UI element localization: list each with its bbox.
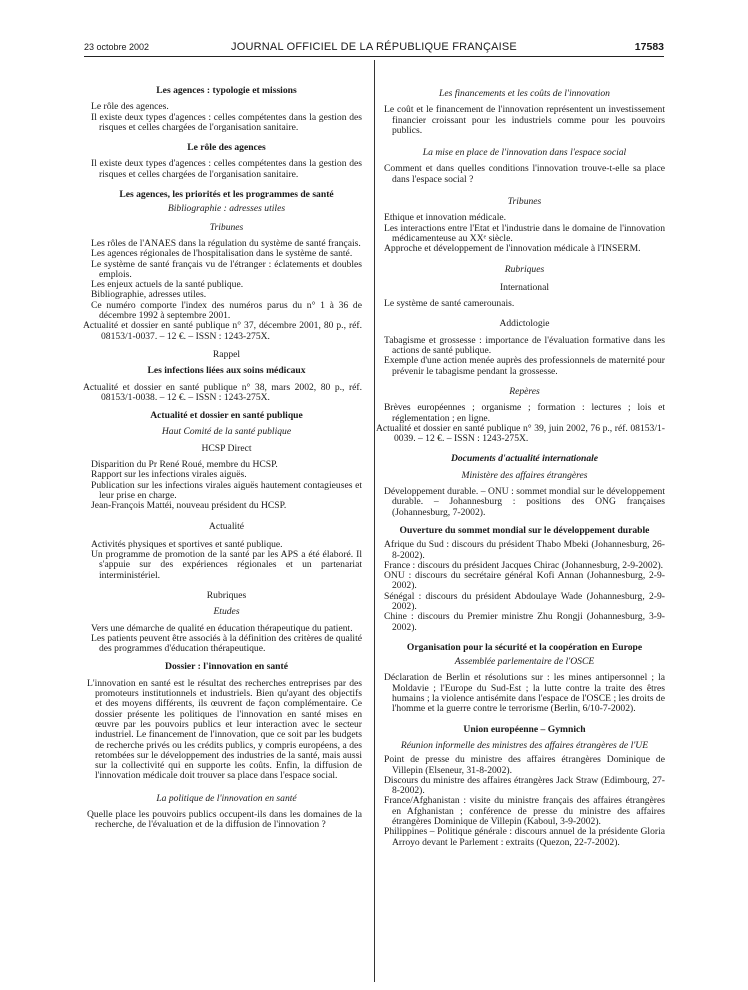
list-item: Sénégal : discours du président Abdoulaye Wade (Johannesburg, 2-9-2002).: [384, 590, 665, 612]
page-header: [0, 0, 748, 60]
section-heading: Documents d'actualité internationale: [450, 453, 599, 465]
list-item: Les patients peuvent être associés à la définition des critères de qualité des programmes d'éducation thérapeutique.: [91, 632, 362, 655]
list-item: Le système de santé camerounais.: [384, 298, 515, 310]
list-item: Un programme de promotion de la santé par les APS a été élaboré. Il s'appuie sur des expériences régionales et un partenariat interministériel.: [91, 549, 362, 581]
subheading: Les financements et les coûts de l'innovation: [439, 88, 610, 99]
list-item: Ce numéro comporte l'index des numéros parus du n° 1 à 36 de décembre 1992 à septembre 2001.: [91, 299, 362, 322]
section-heading: Organisation pour la sécurité et la coopération en Europe: [406, 641, 643, 653]
section-heading: Union européenne – Gymnich: [463, 723, 586, 735]
subheading: Addictologie: [499, 318, 550, 330]
list-item: Ethique et innovation médicale.: [384, 212, 507, 224]
right-column: [376, 88, 665, 848]
list-item: Les rôles de l'ANAES dans la régulation du système de santé français.: [91, 237, 361, 249]
text-line: Le rôle des agences.: [91, 101, 169, 113]
section-heading: Les infections liées aux soins médicaux: [147, 365, 306, 377]
column-divider: [374, 60, 375, 982]
list-item: France : discours du président Jacques Chirac (Johannesburg, 2-9-2002).: [384, 559, 664, 571]
subheading: International: [499, 281, 549, 293]
subheading: Tribunes: [209, 221, 244, 233]
list-item: Les interactions entre l'Etat et l'industrie dans le domaine de l'innovation médicamenteuse au XXᵉ siècle.: [384, 222, 665, 244]
list-item: Vers une démarche de qualité en éducation thérapeutique du patient.: [91, 622, 353, 634]
paragraph: Comment et dans quelles conditions l'innovation trouve-t-elle sa place dans l'espace social ?: [384, 163, 665, 185]
list-item: Brèves européennes ; organisme ; formation : lectures ; lois et réglementation ; en ligne.: [384, 402, 665, 424]
list-item: Tabagisme et grossesse : importance de l'évaluation formative dans les actions de santé publique.: [384, 334, 665, 357]
issue-reference: Actualité et dossier en santé publique n° 39, juin 2002, 76 p., réf. 08153/1-0039. – 12 €. – ISSN : 1243-275X.: [376, 422, 665, 445]
list-item: Disparition du Pr René Roué, membre du HCSP.: [91, 459, 278, 471]
list-item: ONU : discours du secrétaire général Kofi Annan (Johannesburg, 2-9-2002).: [384, 570, 665, 592]
paragraph: L'innovation en santé est le résultat des recherches entreprises par des promoteurs institutionnels et industriels. Bien qu'ayant des objectifs et des moyens différents, ils œuvrent de façon complémentaire. Ce dossier présente les politiques de l'innovation en santé mises en œuvre par les pouvoirs publics et leur interaction avec le secteur industriel. Le financement de l'innovation, que ce soit par les budgets de recherche privés ou les crédits publics, y compris européens, a des retombées sur le développement des industries de la santé, mais aussi sur la collectivité qui en supporte les coûts. Enfin, la diffusion de l'innovation médicale doit trouver sa place dans l'espace social.: [87, 677, 362, 782]
subheading: La mise en place de l'innovation dans l'espace social: [422, 147, 627, 159]
subheading: Haut Comité de la santé publique: [161, 426, 292, 438]
section-heading: Les agences : typologie et missions: [156, 85, 297, 96]
text-line: Il existe deux types d'agences : celles compétentes dans la gestion des risques et celles chargées de l'organisation sanitaire.: [91, 111, 362, 133]
list-item: Exemple d'une action menée auprès des professionnels de maternité pour prévenir le tabagisme pendant la grossesse.: [384, 355, 665, 377]
list-item: Philippines – Politique générale : discours annuel de la présidente Gloria Arroyo devant le Parlement : extraits (Quezon, 22-7-2002).: [384, 826, 665, 848]
list-item: France/Afghanistan : visite du ministre français des affaires étrangères en Afghanistan ; conférence de presse du ministre des affaires étrangères Dominique de Villepin (Kaboul, 3-9-2002).: [384, 795, 665, 828]
list-item: Rapport sur les infections virales aiguës.: [91, 469, 247, 481]
section-heading: Le rôle des agences: [187, 142, 266, 154]
subheading: Ministère des affaires étrangères: [461, 469, 588, 481]
subheading: Actualité: [208, 520, 245, 532]
subheading: Repères: [509, 385, 540, 397]
subheading: Rubriques: [206, 589, 247, 601]
subheading: Tribunes: [507, 196, 542, 208]
subheading: Réunion informelle des ministres des affaires étrangères de l'UE: [400, 739, 649, 751]
subheading: Rappel: [212, 348, 241, 360]
list-item: Bibliographie, adresses utiles.: [91, 289, 207, 301]
section-heading: Actualité et dossier en santé publique: [150, 410, 303, 422]
issue-reference: Actualité et dossier en santé publique n° 37, décembre 2001, 80 p., réf. 08153/1-0037. – 12 €. – ISSN : 1243-275X.: [83, 320, 362, 342]
list-item: Discours du ministre des affaires étrangères Jack Straw (Edimbourg, 27-8-2002).: [384, 774, 665, 797]
text-line: Il existe deux types d'agences : celles compétentes dans la gestion des risques et celles chargées de l'organisation sanitaire.: [91, 158, 362, 180]
issue-reference: Actualité et dossier en santé publique n° 38, mars 2002, 80 p., réf. 08153/1-0038. – 12 €. – ISSN : 1243-275X.: [83, 381, 362, 403]
paragraph: Déclaration de Berlin et résolutions sur : les mines antipersonnel ; la Moldavie ; l'Europe du Sud-Est ; la lutte contre la traite des êtres humains ; la violence antisémite dans l'espace de l'OSCE ; les droits de l'homme et la guerre contre le terrorisme (Berlin, 6/10-7-2002).: [384, 672, 665, 715]
header-date: 23 octobre 2002: [84, 42, 150, 52]
subheading: Assemblée parlementaire de l'OSCE: [454, 656, 595, 668]
list-item: Les agences régionales de l'hospitalisation dans le système de santé.: [91, 248, 353, 260]
left-column: [83, 85, 362, 831]
subheading: Rubriques: [504, 263, 545, 275]
list-item: Chine : discours du Premier ministre Zhu Rongji (Johannesburg, 3-9-2002).: [384, 611, 665, 633]
list-item: Jean-François Mattéi, nouveau président du HCSP.: [91, 500, 287, 512]
subheading: La politique de l'innovation en santé: [156, 792, 297, 804]
list-item: Les enjeux actuels de la santé publique.: [91, 279, 244, 291]
paragraph: Le coût et le financement de l'innovation représentent un investissement financier croissant pour les industriels comme pour les pouvoirs publics.: [384, 104, 665, 136]
subheading: Etudes: [213, 606, 240, 618]
section-heading: Ouverture du sommet mondial sur le développement durable: [399, 524, 650, 536]
subheading: Bibliographie : adresses utiles: [167, 203, 286, 215]
subheading: HCSP Direct: [201, 442, 252, 454]
header-rule: [84, 56, 664, 57]
journal-title: JOURNAL OFFICIEL DE LA RÉPUBLIQUE FRANÇAISE: [231, 41, 517, 53]
paragraph: Développement durable. – ONU : sommet mondial sur le développement durable. – Johannesburg : positions des ONG françaises (Johannesburg, 7-2002).: [384, 486, 665, 518]
page-number: 17583: [634, 41, 664, 53]
list-item: Approche et développement de l'innovation médicale à l'INSERM.: [384, 243, 641, 255]
list-item: Afrique du Sud : discours du président Thabo Mbeki (Johannesburg, 26-8-2002).: [384, 539, 665, 561]
list-item: Point de presse du ministre des affaires étrangères Dominique de Villepin (Elseneur, 31-8-2002).: [384, 754, 665, 776]
paragraph: Quelle place les pouvoirs publics occupent-ils dans les domaines de la recherche, de l'évaluation et de la diffusion de l'innovation ?: [87, 809, 362, 831]
section-heading: Dossier : l'innovation en santé: [165, 661, 288, 673]
list-item: Le système de santé français vu de l'étranger : éclatements et doubles emplois.: [91, 258, 362, 280]
list-item: Activités physiques et sportives et santé publique.: [91, 538, 283, 550]
list-item: Publication sur les infections virales aiguës hautement contagieuses et leur prise en charge.: [91, 479, 362, 501]
section-heading: Les agences, les priorités et les programmes de santé: [119, 189, 334, 201]
